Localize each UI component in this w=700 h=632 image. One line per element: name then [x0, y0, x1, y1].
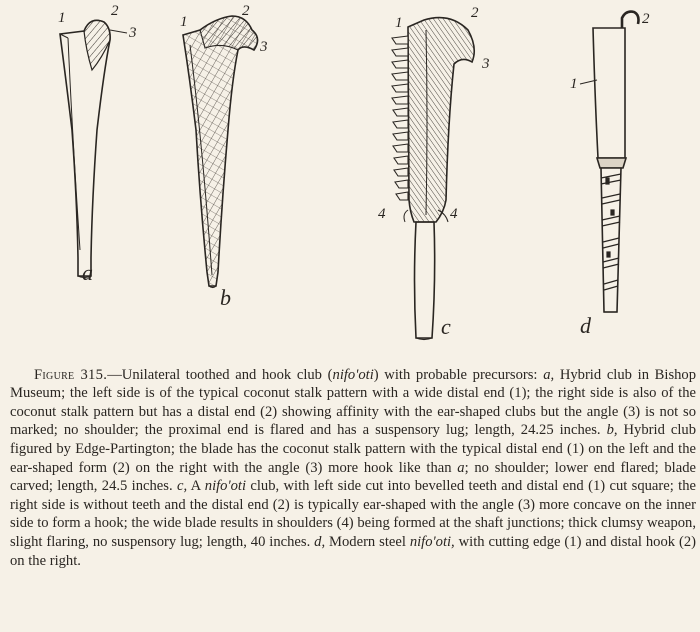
club-c: [404, 18, 474, 340]
label-c-3: 3: [482, 56, 490, 72]
label-b-1: 1: [180, 14, 188, 30]
club-a: [60, 20, 110, 277]
label-d-1: 1: [570, 76, 578, 92]
label-c-4-right: 4: [450, 206, 458, 222]
label-a-1: 1: [58, 10, 66, 26]
label-b-3: 3: [260, 39, 268, 55]
club-c-teeth: [392, 36, 408, 200]
caption-a-letter: a,: [543, 366, 555, 383]
panel-letter-a: a: [82, 260, 93, 285]
label-a-2: 2: [111, 3, 119, 19]
label-c-2: 2: [471, 5, 479, 21]
figure-label: Figure 315.: [34, 366, 108, 383]
caption-b-letter: b,: [606, 422, 618, 439]
label-c-1: 1: [395, 15, 403, 31]
caption-a-text: Hybrid club in Bishop Museum; the left side is of the typical coconut stalk pattern with a wide distal end (1); the right side is also of the coconut stalk pattern but has a distal end (2) showing affinity with the ear-shaped clubs but the angle (3) is not so marked; no shoulder; the proximal end is flared and has a suspensory lug; length, 24.25 inches.: [10, 366, 697, 439]
caption-b-text: Hybrid club figured by Edge-Partington; the blade has the coconut stalk pattern with the typical distal end (1) on the left and the ear-shaped form (2) on the right with the angle (3) more hook like than: [10, 422, 696, 476]
label-d-2: 2: [642, 11, 650, 27]
caption-c-text: club, with left side cut into bevelled teeth and distal end (1) cut square; the right side is without teeth and the distal end (2) is typically ear-shaped with the angle (3) more concave on the inner side to form a hook; the wide blade results in shoulders (4) being formed at the shaft junctions; thick clumsy weapon, slight flaring, no suspensory lug; length, 40 inches.: [10, 478, 696, 550]
caption-d-letter: d,: [314, 533, 326, 550]
figure-caption: Figure 315.—Unilateral toothed and hook club (nifo'oti) with probable precursors: a, Hybrid club in Bishop Museum; the left side is of the typical coconut stalk pattern with a wide distal end (1); the right side is also of the coconut stalk pattern but has a distal end (2) showing affinity with the ear-shaped clubs but the angle (3) is not so marked; no shoulder; the proximal end is flared and has a suspensory lug; length, 24.25 inches. b, Hybrid club figured by Edge-Partington; the blade has the coconut stalk pattern with the typical distal end (1) on the left and the ear-shaped form (2) on the right with the angle (3) more hook like than a; no shoulder; lower end flared; blade carved; length, 24.5 inches. c, A nifo'oti club, with left side cut into bevelled teeth and distal end (1) cut square; the right side is without teeth and the distal end (2) is typically ear-shaped with the angle (3) more concave on the inner side to form a hook; the wide blade results in shoulders (4) being formed at the shaft junctions; thick clumsy weapon, slight flaring, no suspensory lug; length, 40 inches. d, Modern steel nifo'oti, with cutting edge (1) and distal hook (2) on the right.: [10, 366, 697, 569]
caption-c-letter: c,: [176, 478, 188, 495]
label-a-3: 3: [129, 25, 137, 41]
label-b-2: 2: [242, 3, 250, 19]
caption-title: —Unilateral toothed and hook club (: [107, 366, 333, 383]
panel-letter-b: b: [220, 285, 231, 310]
panel-letter-c: c: [441, 314, 451, 339]
label-c-4-left: 4: [378, 206, 386, 222]
club-b: [183, 16, 258, 288]
caption-term: nifo'oti: [332, 366, 374, 383]
panel-letter-d: d: [580, 313, 591, 338]
caption-d-text: with cutting edge (1) and distal hook (2) on the right.: [10, 533, 697, 569]
club-d: [593, 12, 639, 312]
